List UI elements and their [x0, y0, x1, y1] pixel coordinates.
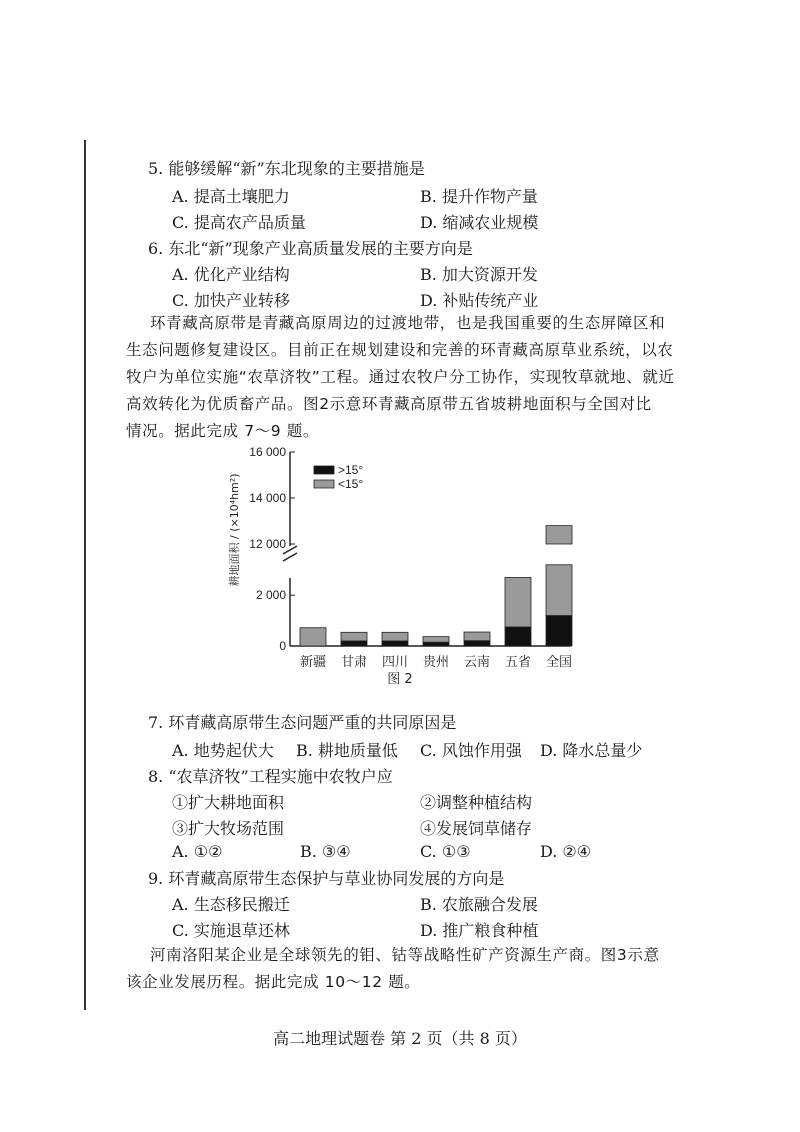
- question-6-option-b: B. 加大资源开发: [420, 265, 538, 284]
- chart-bar-gentle: [423, 637, 449, 643]
- question-9-option-a: A. 生态移民搬迁: [172, 895, 290, 914]
- question-9-option-b: B. 农旅融合发展: [420, 895, 538, 914]
- chart-y-axis-label: 耕地面积 / (×10⁴hm²): [228, 473, 241, 587]
- chart-bar-gentle: [300, 628, 326, 646]
- chart-y-tick-label: 16 000: [249, 445, 286, 459]
- passage-2-line: 该企业发展历程。据此完成 10～12 题。: [126, 973, 421, 991]
- chart-bar-overflow: [546, 526, 572, 544]
- question-9-stem: 9. 环青藏高原带生态保护与草业协同发展的方向是: [148, 869, 505, 888]
- chart-category-labels: [300, 654, 572, 670]
- chart-y-tick-label: 12 000: [249, 537, 286, 551]
- passage-1-line: 牧户为单位实施“农草济牧”工程。通过农牧户分工协作，实现牧草就地、就近: [126, 368, 675, 386]
- question-8-option-a: A. ①②: [172, 842, 223, 861]
- chart-legend-label: >15°: [338, 463, 364, 477]
- chart-y-tick-label: 14 000: [249, 491, 286, 505]
- question-8-item-2: ②调整种植结构: [420, 793, 533, 812]
- chart-bars: [300, 526, 572, 646]
- chart-axis-break-mark: [283, 553, 297, 561]
- chart-bar-steep: [341, 641, 367, 646]
- question-8-item-1: ①扩大耕地面积: [172, 793, 285, 812]
- chart-bar-gentle: [382, 632, 408, 641]
- question-6-option-c: C. 加快产业转移: [172, 291, 290, 310]
- question-7-option-a: A. 地势起伏大: [172, 741, 274, 760]
- question-7-option-b: B. 耕地质量低: [296, 741, 398, 760]
- chart-bar-steep: [464, 641, 490, 646]
- question-9-option-c: C. 实施退草还林: [172, 921, 290, 940]
- question-8-option-d: D. ②④: [540, 842, 592, 861]
- chart-y-tick-label: 0: [279, 639, 286, 653]
- question-5-option-a: A. 提高土壤肥力: [172, 187, 290, 206]
- chart-bar-gentle: [464, 632, 490, 641]
- question-5-stem: 5. 能够缓解“新”东北现象的主要措施是: [148, 159, 425, 178]
- chart-bar-gentle: [546, 565, 572, 616]
- question-8-option-b: B. ③④: [300, 842, 351, 861]
- passage-2: [126, 942, 686, 996]
- question-7-stem: 7. 环青藏高原带生态问题严重的共同原因是: [148, 713, 457, 732]
- question-8-item-4: ④发展饲草储存: [420, 819, 533, 838]
- passage-1: [126, 310, 686, 445]
- chart-bar-steep: [546, 616, 572, 646]
- passage-1-line: 高效转化为优质畜产品。图2示意环青藏高原带五省坡耕地面积与全国对比: [126, 395, 652, 413]
- question-7-option-c: C. 风蚀作用强: [420, 741, 522, 760]
- chart-category-label: 全国: [545, 655, 573, 670]
- figure-2-chart: [220, 440, 600, 690]
- chart-legend-label: <15°: [338, 477, 364, 491]
- page-footer: 高二地理试题卷 第 2 页（共 8 页）: [273, 1029, 527, 1048]
- passage-1-line: 环青藏高原带是青藏高原周边的过渡地带，也是我国重要的生态屏障区和: [150, 314, 666, 332]
- chart-bar-gentle: [341, 632, 367, 641]
- chart-bar-steep: [382, 641, 408, 646]
- passage-2-line: 河南洛阳某企业是全球领先的钼、钴等战略性矿产资源生产商。图3示意: [150, 946, 660, 964]
- question-6-option-a: A. 优化产业结构: [172, 265, 290, 284]
- chart-category-label: 四川: [381, 655, 409, 670]
- question-5-option-b: B. 提升作物产量: [420, 187, 538, 206]
- question-8-option-c: C. ①③: [420, 842, 471, 861]
- question-5-option-c: C. 提高农产品质量: [172, 213, 306, 232]
- chart-legend-swatch: [314, 466, 334, 474]
- question-5-option-d: D. 缩减农业规模: [420, 213, 539, 232]
- question-6-option-d: D. 补贴传统产业: [420, 291, 539, 310]
- chart-bar-steep: [423, 642, 449, 646]
- question-6-stem: 6. 东北“新”现象产业高质量发展的主要方向是: [148, 239, 473, 258]
- question-8-item-3: ③扩大牧场范围: [172, 819, 285, 838]
- chart-category-label: 甘肃: [340, 655, 368, 670]
- chart-category-label: 新疆: [299, 655, 327, 670]
- chart-category-label: 贵州: [422, 655, 450, 670]
- chart-legend-swatch: [314, 480, 334, 488]
- binding-margin-line: [84, 140, 86, 1010]
- chart-bar-gentle: [505, 577, 531, 627]
- figure-2-caption: 图 2: [387, 672, 413, 687]
- chart-bar-steep: [505, 627, 531, 646]
- question-9-option-d: D. 推广粮食种植: [420, 921, 539, 940]
- passage-1-line: 情况。据此完成 7～9 题。: [126, 422, 319, 440]
- chart-y-tick-label: 2 000: [255, 588, 286, 603]
- question-8-stem: 8. “农草济牧”工程实施中农牧户应: [148, 767, 393, 786]
- chart-category-label: 云南: [463, 655, 491, 670]
- question-7-option-d: D. 降水总量少: [540, 741, 643, 760]
- chart-category-label: 五省: [504, 655, 532, 670]
- passage-1-line: 生态问题修复建设区。目前正在规划建设和完善的环青藏高原草业系统，以农: [126, 341, 674, 359]
- chart-legend: [314, 463, 363, 491]
